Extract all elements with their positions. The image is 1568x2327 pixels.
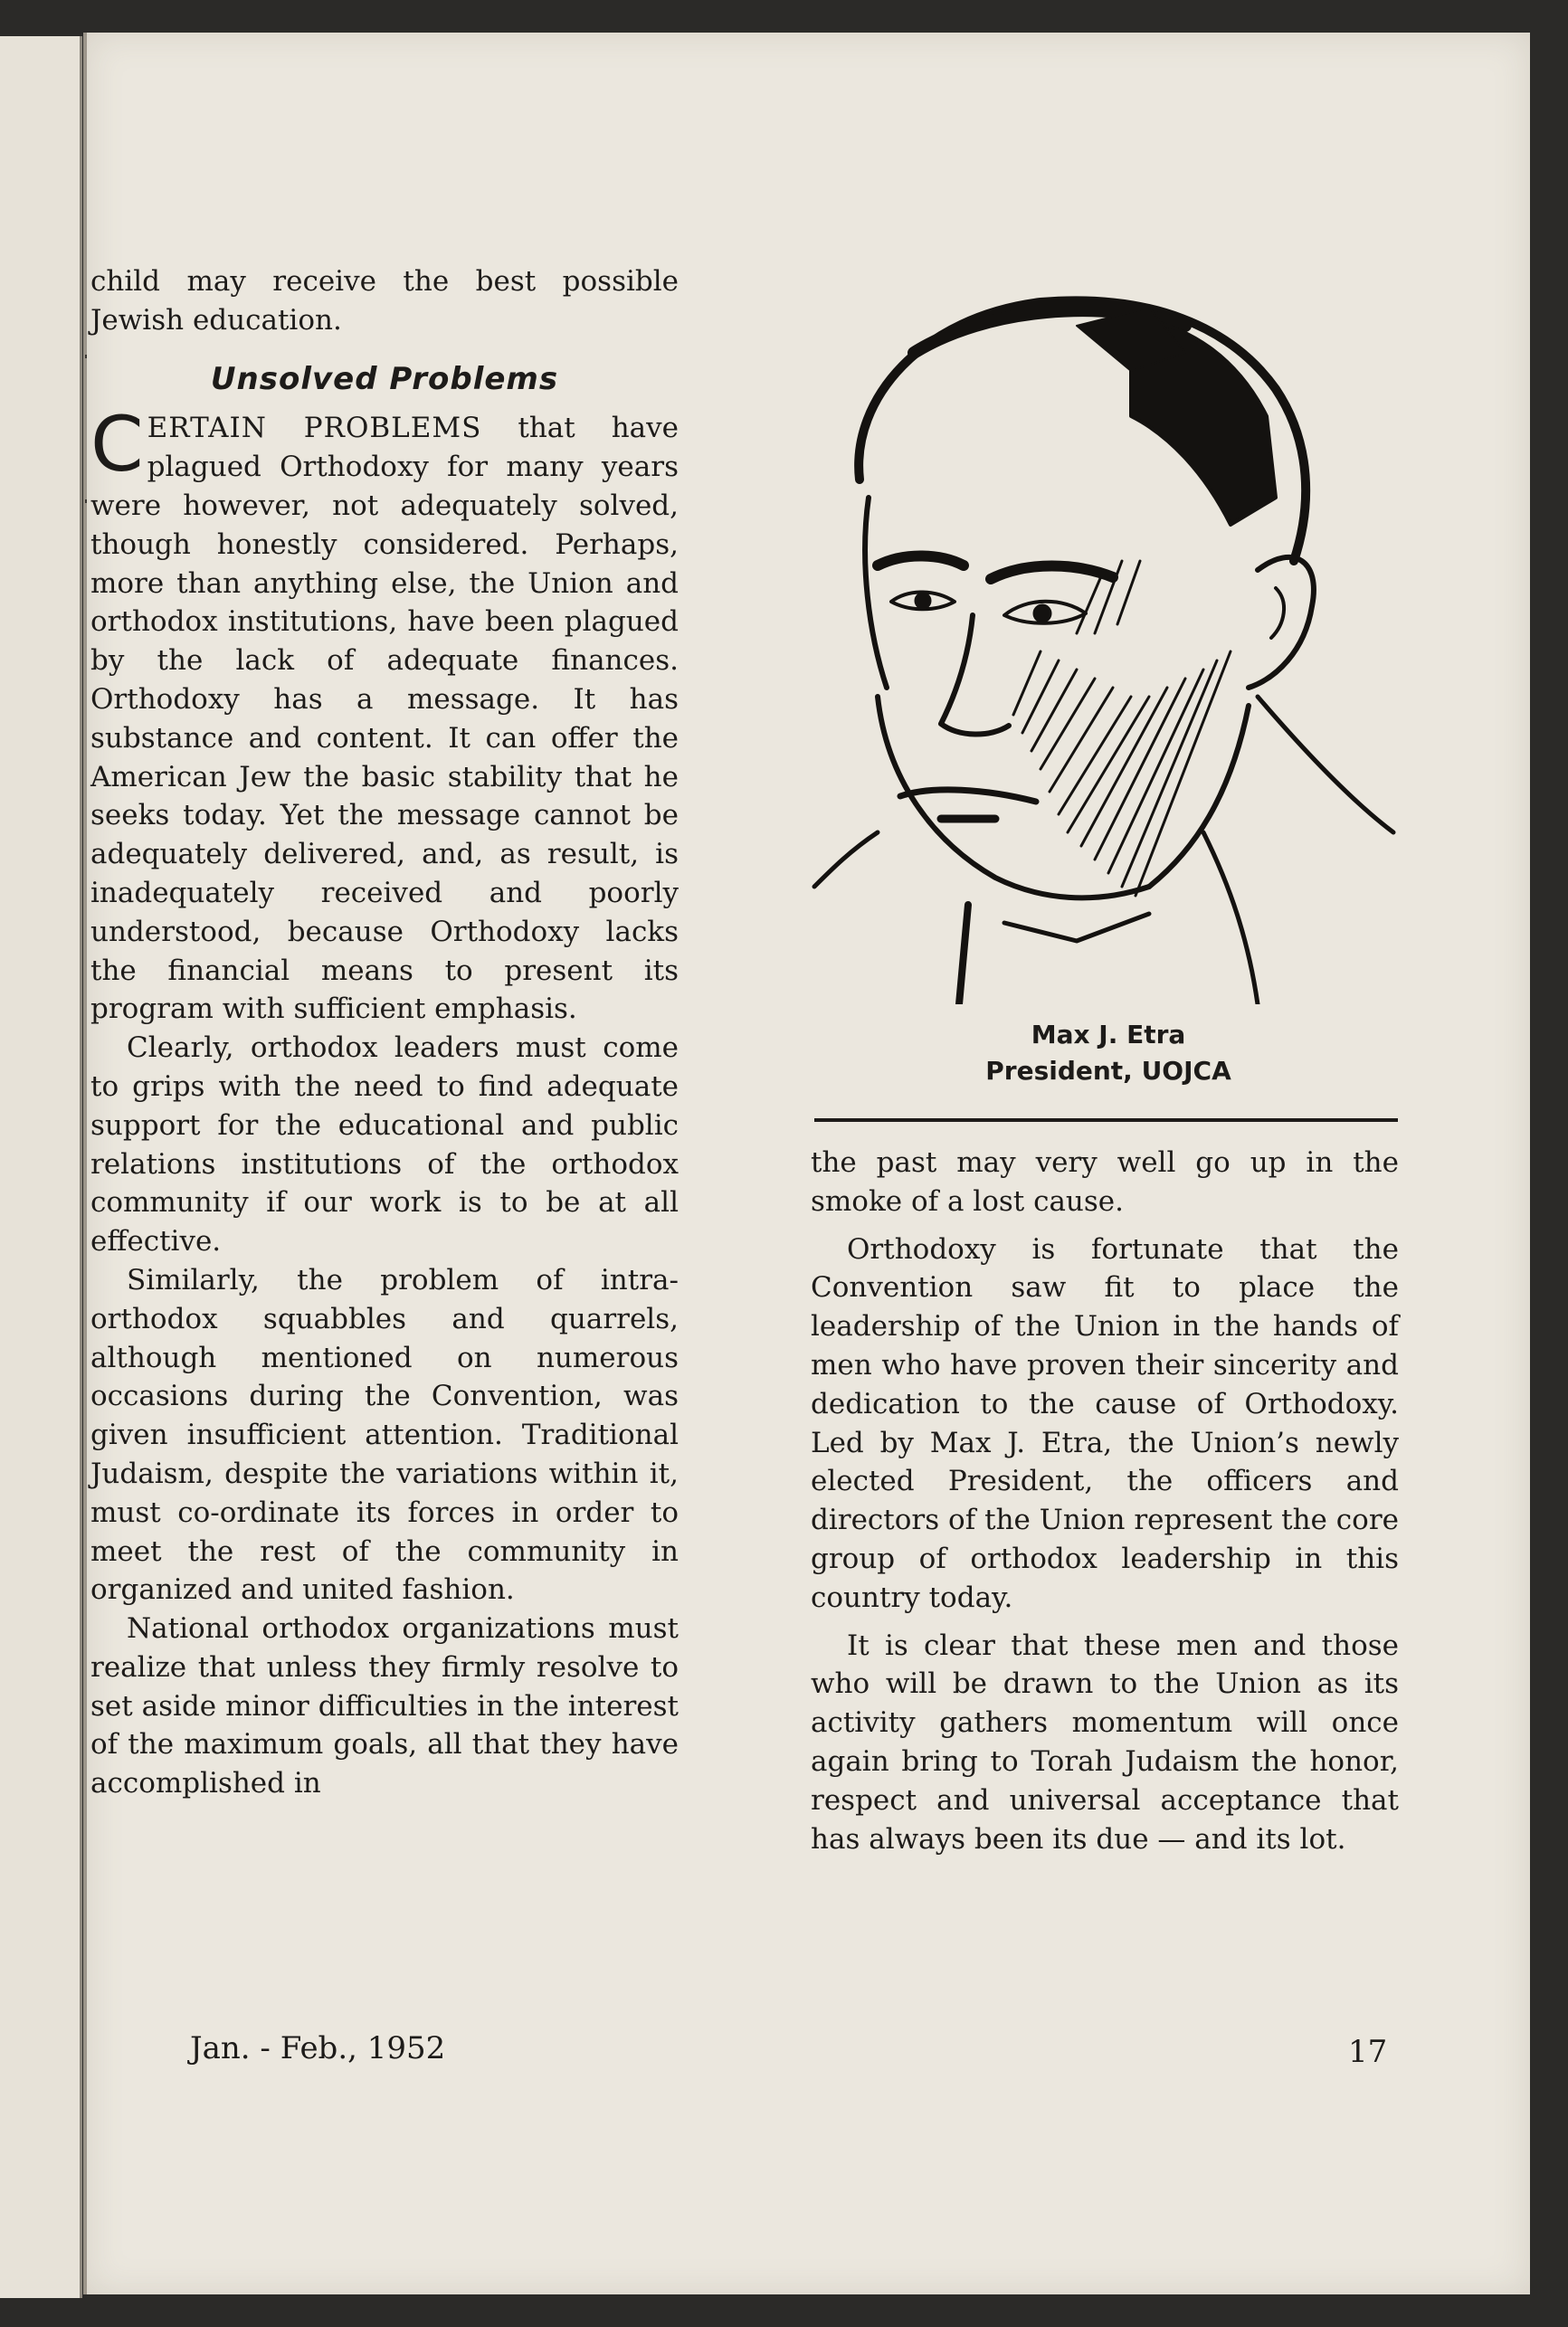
caption-divider	[814, 1118, 1398, 1122]
portrait-caption	[814, 1017, 1402, 1089]
left-column	[90, 262, 679, 1803]
paragraph-national: National orthodox organizations must realize that unless they firmly resolve to set aside minor difficulties in the interest of the maximum goals, all that they have accomplished in	[90, 1612, 679, 1800]
portrait-sketch-icon	[805, 290, 1411, 1004]
lead-in-caps: ERTAIN PROBLEMS	[147, 412, 482, 445]
right-column	[811, 1144, 1399, 1858]
paragraph-squabbles: Similarly, the problem of intra-orthodox squabbles and quarrels, although mentioned on numerous occasions during the Convention, was given insufficient attention. Traditional Judaism, despite the variations within it, must co-ordinate its forces in order to meet the rest of the community in organized and united fashion.	[90, 1263, 679, 1607]
paragraph-past: the past may very well go up in the smoke of a lost cause.	[811, 1146, 1399, 1218]
paragraph-clear: It is clear that these men and those who will be drawn to the Union as its activity gathers momentum will once again bring to Torah Judaism the honor, respect and universal acceptance that has always been its due — and its lot.	[811, 1629, 1399, 1856]
caption-title: President, UOJCA	[985, 1056, 1231, 1086]
caption-name: Max J. Etra	[1031, 1020, 1186, 1050]
paragraph-text: that have plagued Orthodoxy for many years were however, not adequately solved, though honestly considered. Perhaps, more than anything else, the Union and orthodox institutions, have been plagued by the lack of adequate finances. Orthodoxy has a message. It has substance and content. It can offer the American Jew the basic stability that he seeks today. Yet the message cannot be adequately delivered, and, as result, is inadequately received and poorly understood, because Orthodoxy lacks the financial means to present its program with sufficient emphasis.	[90, 412, 679, 1026]
issue-date: Jan. - Feb., 1952	[190, 2030, 446, 2066]
facing-page-edge	[0, 36, 82, 2298]
section-heading: Unsolved Problems	[210, 360, 559, 397]
paragraph-problems	[90, 400, 679, 1029]
paragraph-leaders: Clearly, orthodox leaders must come to grips with the need to find adequate support for the educational and public relations institutions of the orthodox community if our work is to be at all effective.	[90, 1031, 679, 1258]
intro-paragraph: child may receive the best possible Jewish education.	[90, 265, 679, 337]
page-number: 17	[1348, 2034, 1388, 2070]
drop-cap: C	[90, 400, 144, 489]
paragraph-fortunate: Orthodoxy is fortunate that the Convention saw fit to place the leadership of the Union in the hands of men who have proven their sincerity and dedication to the cause of Orthodoxy. Led by Max J. Etra, the Union’s newly elected President, the officers and directors of the Union represent the core group of orthodox leadership in this country today.	[811, 1232, 1399, 1614]
